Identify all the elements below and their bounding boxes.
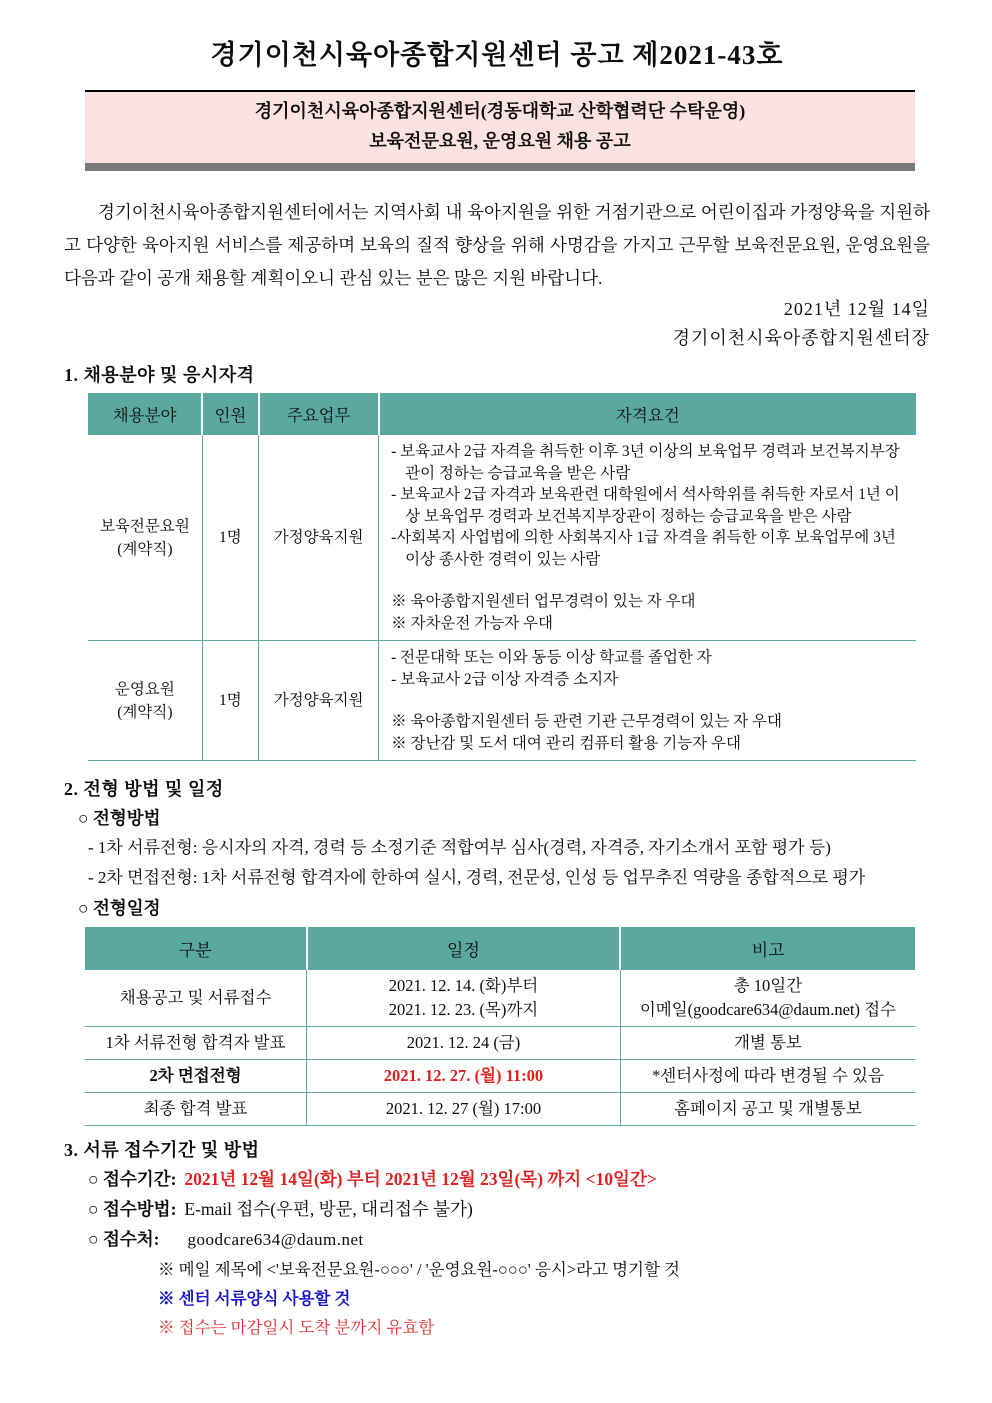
blank-line	[391, 570, 906, 591]
blank-line	[391, 690, 906, 711]
schedule-line: 2021. 12. 14. (화)부터	[388, 976, 539, 995]
page-title: 경기이천시육아종합지원센터 공고 제2021-43호	[210, 40, 784, 70]
schedule-row-document-result	[85, 1027, 915, 1060]
field-cell	[88, 641, 202, 761]
schedule-table-header-row	[85, 927, 915, 970]
qualification-item: - 전문대학 또는 이와 동등 이상 학교를 졸업한 자	[391, 649, 712, 666]
remarks-cell: *센터사정에 따라 변경될 수 있음	[620, 1060, 915, 1093]
application-period-label: ○ 접수기간:	[88, 1169, 177, 1189]
application-period-value: 2021년 12월 14일(화) 부터 2021년 12월 23일(목) 까지 <10일간>	[184, 1169, 657, 1189]
preference-item: ※ 육아종합지원센터 업무경력이 있는 자 우대	[391, 593, 696, 610]
section1-heading: 1. 채용분야 및 응시자격	[64, 365, 255, 385]
category-cell: 최종 합격 발표	[85, 1093, 307, 1126]
schedule-row-interview	[85, 1060, 915, 1093]
preference-item: ※ 육아종합지원센터 등 관련 기관 근무경력이 있는 자 우대	[391, 713, 782, 730]
recruitment-table	[88, 393, 916, 761]
divider-bar	[85, 163, 915, 171]
qualification-item: -사회복지 사업법에 의한 사회복지사 1급 자격을 취득한 이후 보육업무에 3년 이상 종사한 경력이 있는 사람	[391, 529, 896, 568]
preference-item: ※ 장난감 및 도서 대여 관리 컴퓨터 활용 기능자 우대	[391, 734, 741, 752]
application-period-line	[64, 1164, 930, 1194]
schedule-cell: 2021. 12. 27 (월) 17:00	[307, 1093, 621, 1126]
schedule-row-final-result	[85, 1093, 915, 1126]
method-item-2: - 2차 면접전형: 1차 서류전형 합격자에 한하여 실시, 경력, 전문성, 인성 등 업무추진 역량을 종합적으로 평가	[88, 868, 866, 887]
preference-item: ※ 자차운전 가능자 우대	[391, 614, 553, 632]
recruitment-table-header-row	[88, 393, 916, 435]
category-cell: 채용공고 및 서류접수	[85, 970, 307, 1027]
application-email: goodcare634@daum.net	[187, 1230, 364, 1249]
application-method-value: E-mail 접수(우편, 방문, 대리접수 불가)	[184, 1199, 473, 1219]
announcement-date: 2021년 12월 14일	[783, 299, 930, 319]
remarks-line: 이메일(goodcare634@daum.net) 접수	[639, 1000, 896, 1019]
qualification-item: - 보육교사 2급 자격을 취득한 이후 3년 이상의 보육업무 경력과 보건복지부장관이 정하는 승급교육을 받은 사람	[391, 443, 900, 482]
remarks-cell: 홈페이지 공고 및 개별통보	[620, 1093, 915, 1126]
application-address-label: ○ 접수처:	[88, 1229, 160, 1249]
remarks-line: 총 10일간	[733, 976, 803, 995]
field-name: 보육전문요원	[99, 517, 190, 535]
col-header-duty: 주요업무	[259, 393, 379, 435]
intro-paragraph: 경기이천시육아종합지원센터에서는 지역사회 내 육아지원을 위한 거점기관으로 어린이집과 가정양육을 지원하고 다양한 육아지원 서비스를 제공하며 보육의 질적 향상을 위해 사명감을 가지고 근무할 보육전문요원, 운영요원을 다음과 같이 공개 채용할 계획이오니 관심 있는 분은 많은 지원 바랍니다.	[64, 202, 930, 288]
duty-cell: 가정양육지원	[259, 641, 379, 761]
application-method-line	[64, 1194, 930, 1224]
col-header-qualifications: 자격요건	[379, 393, 916, 435]
section3-heading: 3. 서류 접수기간 및 방법	[64, 1140, 260, 1160]
signer-title: 경기이천시육아종합지원센터장	[672, 328, 930, 348]
table-row-operations-staff	[88, 641, 916, 761]
application-method-label: ○ 접수방법:	[88, 1199, 177, 1219]
schedule-table	[85, 927, 915, 1126]
schedule-row-application	[85, 970, 915, 1027]
schedule-line: 2021. 12. 23. (목)까지	[388, 1000, 539, 1019]
qualifications-cell	[379, 435, 916, 641]
method-subheading: ○ 전형방법	[78, 808, 161, 828]
section2-heading: 2. 전형 방법 및 일정	[64, 779, 224, 799]
headcount-cell: 1명	[202, 435, 258, 641]
col-header-remarks: 비고	[620, 927, 915, 970]
note-deadline: ※ 접수는 마감일시 도착 분까지 유효함	[158, 1318, 435, 1337]
note-mail-subject: ※ 메일 제목에 <'보육전문요원-○○○' / '운영요원-○○○' 응시>라고 명기할 것	[158, 1260, 680, 1279]
note-document-form: ※ 센터 서류양식 사용할 것	[158, 1289, 351, 1308]
col-header-schedule: 일정	[307, 927, 621, 970]
method-item-1: - 1차 서류전형: 응시자의 자격, 경력 등 소정기준 적합여부 심사(경력, 자격증, 자기소개서 포함 평가 등)	[88, 838, 831, 857]
qualification-item: - 보육교사 2급 자격과 보육관련 대학원에서 석사학위를 취득한 자로서 1년 이상 보육업무 경력과 보건복지부장관이 정하는 승급교육을 받은 사람	[391, 486, 900, 525]
remarks-cell: 개별 통보	[620, 1027, 915, 1060]
notice-subject-line: 보육전문요원, 운영요원 채용 공고	[369, 131, 631, 151]
field-note: (계약직)	[117, 540, 173, 558]
application-address-line	[64, 1224, 930, 1255]
notice-header-box	[85, 90, 915, 163]
duty-cell: 가정양육지원	[259, 435, 379, 641]
headcount-cell: 1명	[202, 641, 258, 761]
qualification-item: - 보육교사 2급 이상 자격증 소지자	[391, 670, 619, 688]
category-cell: 2차 면접전형	[85, 1060, 307, 1093]
field-cell	[88, 435, 202, 641]
table-row-childcare-specialist	[88, 435, 916, 641]
field-name: 운영요원	[114, 680, 175, 698]
schedule-cell: 2021. 12. 24 (금)	[307, 1027, 621, 1060]
col-header-headcount: 인원	[202, 393, 258, 435]
qualifications-cell	[379, 641, 916, 761]
col-header-category: 구분	[85, 927, 307, 970]
notice-org-line: 경기이천시육아종합지원센터(경동대학교 산학협력단 수탁운영)	[254, 101, 746, 121]
col-header-field: 채용분야	[88, 393, 202, 435]
schedule-subheading: ○ 전형일정	[78, 898, 161, 918]
schedule-cell: 2021. 12. 27. (월) 11:00	[307, 1060, 621, 1093]
schedule-cell	[307, 970, 621, 1027]
category-cell: 1차 서류전형 합격자 발표	[85, 1027, 307, 1060]
field-note: (계약직)	[117, 703, 173, 721]
remarks-cell	[620, 970, 915, 1027]
